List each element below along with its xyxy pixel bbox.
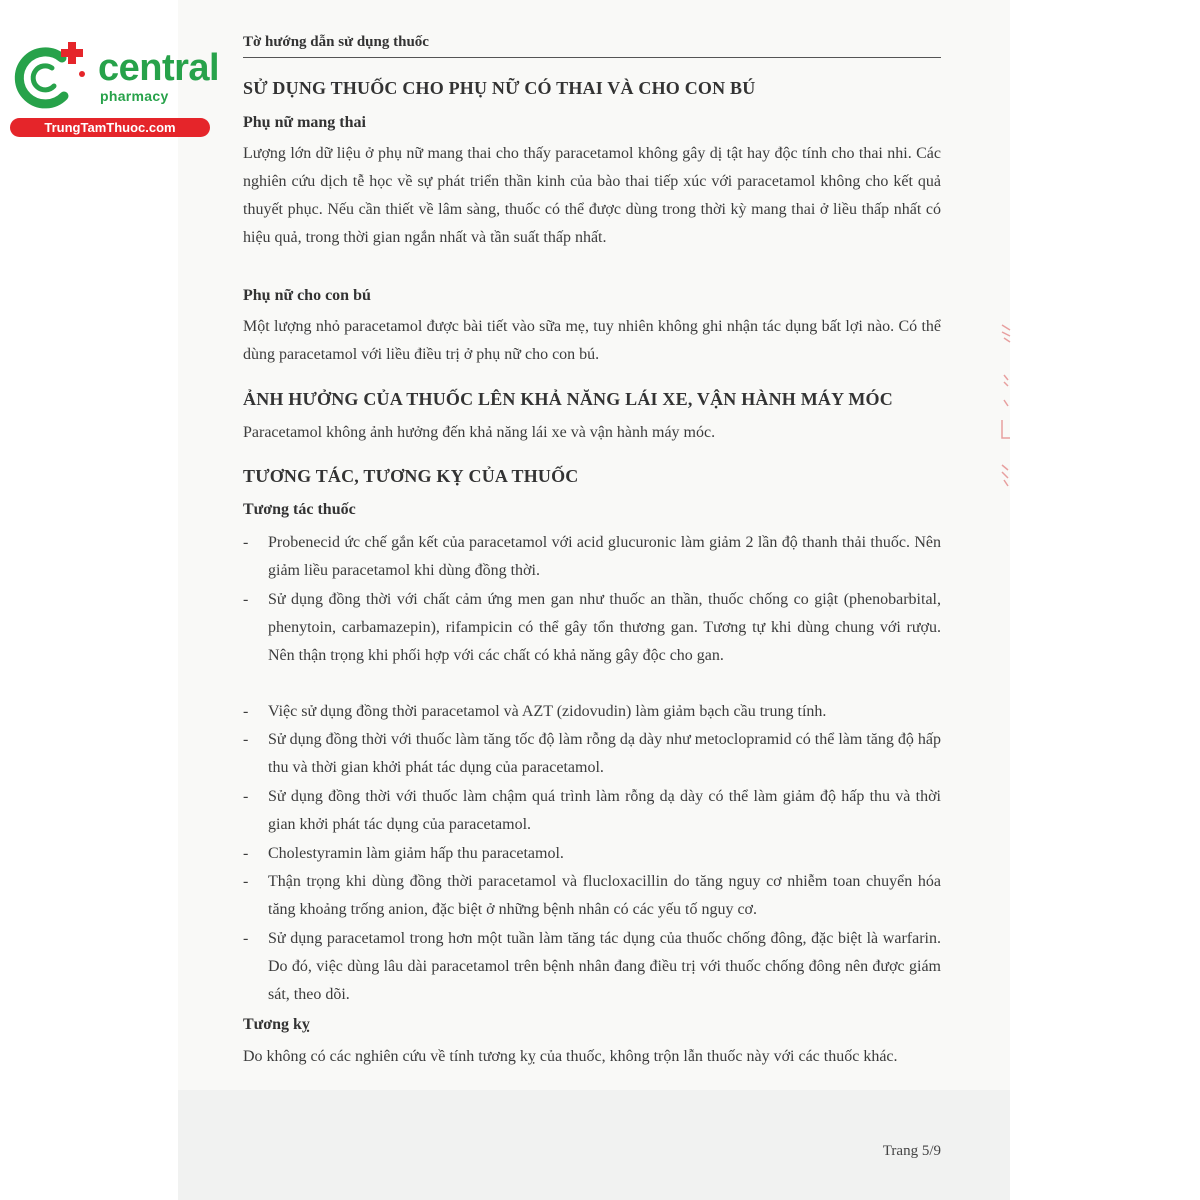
website-url[interactable]: TrungTamThuoc.com (10, 118, 210, 137)
document-header: Tờ hướng dẫn sử dụng thuốc (243, 34, 429, 50)
page-number: Trang 5/9 (882, 1143, 941, 1159)
list-item: - Cholestyramin làm giảm hấp thu paracetamol. (243, 840, 941, 868)
list-item-text: Sử dụng paracetamol trong hơn một tuần làm tăng tác dụng của thuốc chống đông, đặc biệt là warfarin. Do đó, việc dùng lâu dài paracetamol trên bệnh nhân đang điều trị với thuốc chống đông nên được giám sát, theo dõi. (268, 930, 941, 1003)
list-item: - Probenecid ức chế gắn kết của paracetamol với acid glucuronic làm giảm 2 lần độ thanh thải thuốc. Nên giảm liều paracetamol khi dùng đồng thời. (243, 529, 941, 585)
paragraph-breastfeeding: Một lượng nhỏ paracetamol được bài tiết vào sữa mẹ, tuy nhiên không ghi nhận tác dụng bất lợi nào. Có thể dùng paracetamol với liều điều trị ở phụ nữ cho con bú. (243, 318, 941, 363)
paragraph-incompatibilities: Do không có các nghiên cứu về tính tương kỵ của thuốc, không trộn lẫn thuốc này với các thuốc khác. (243, 1048, 898, 1065)
paragraph-driving: Paracetamol không ảnh hưởng đến khả năng lái xe và vận hành máy móc. (243, 424, 716, 441)
list-item: - Sử dụng paracetamol trong hơn một tuần làm tăng tác dụng của thuốc chống đông, đặc biệt là warfarin. Do đó, việc dùng lâu dài paracetamol trên bệnh nhân đang điều trị với thuốc chống đông nên được giám sát, theo dõi. (243, 925, 941, 1009)
list-item: - Sử dụng đồng thời với thuốc làm tăng tốc độ làm rỗng dạ dày như metoclopramid có thể làm tăng độ hấp thu và thời gian khởi phát tác dụng của paracetamol. (243, 726, 941, 782)
paragraph-pregnant: Lượng lớn dữ liệu ở phụ nữ mang thai cho thấy paracetamol không gây dị tật hay độc tính cho thai nhi. Các nghiên cứu dịch tễ học về sự phát triển thần kinh của bào thai tiếp xúc với paracetamol không cho kết quả thuyết phục. Nếu cần thiết về lâm sàng, thuốc có thể được dùng trong thời kỳ mang thai ở liều thấp nhất có hiệu quả, trong thời gian ngắn nhất và tần suất thấp nhất. (243, 145, 941, 246)
brand-tagline: pharmacy (100, 88, 169, 104)
list-item-text: Thận trọng khi dùng đồng thời paracetamol và flucloxacillin do tăng nguy cơ nhiễm toan chuyển hóa tăng khoảng trống anion, đặc biệt ở những bệnh nhân có các yếu tố nguy cơ. (268, 873, 941, 918)
section-title-pregnancy: SỬ DỤNG THUỐC CHO PHỤ NỮ CÓ THAI VÀ CHO CON BÚ (243, 78, 756, 98)
list-item-text: Probenecid ức chế gắn kết của paracetamol với acid glucuronic làm giảm 2 lần độ thanh thải thuốc. Nên giảm liều paracetamol khi dùng đồng thời. (268, 534, 941, 579)
central-pharmacy-logo[interactable] (10, 38, 220, 138)
subheading-pregnant: Phụ nữ mang thai (243, 114, 366, 131)
list-item-text: Sử dụng đồng thời với thuốc làm tăng tốc độ làm rỗng dạ dày như metoclopramid có thể làm tăng độ hấp thu và thời gian khởi phát tác dụng của paracetamol. (268, 731, 941, 776)
list-item-text: Việc sử dụng đồng thời paracetamol và AZT (zidovudin) làm giảm bạch cầu trung tính. (268, 703, 827, 720)
subheading-incompatibilities: Tương kỵ (243, 1016, 310, 1033)
list-item-text: Cholestyramin làm giảm hấp thu paracetamol. (268, 845, 564, 862)
section-title-driving: ẢNH HƯỞNG CỦA THUỐC LÊN KHẢ NĂNG LÁI XE, VẬN HÀNH MÁY MÓC (243, 389, 893, 409)
subheading-breastfeeding: Phụ nữ cho con bú (243, 287, 371, 304)
stamp-mark-icon (996, 320, 1016, 500)
list-item: - Sử dụng đồng thời với chất cảm ứng men gan như thuốc an thần, thuốc chống co giật (phenobarbital, phenytoin, carbamazepin), rifampicin có thể gây tổn thương gan. Tương tự khi dùng chung với rượu. Nên thận trọng khi phối hợp với các chất có khả năng gây độc cho gan. (243, 586, 941, 670)
list-item: - Sử dụng đồng thời với thuốc làm chậm quá trình làm rỗng dạ dày có thể làm giảm độ hấp thu và thời gian khởi phát tác dụng của paracetamol. (243, 783, 941, 839)
list-item: - Việc sử dụng đồng thời paracetamol và AZT (zidovudin) làm giảm bạch cầu trung tính. (243, 698, 941, 726)
subheading-drug-interactions: Tương tác thuốc (243, 501, 356, 518)
list-item-text: Sử dụng đồng thời với chất cảm ứng men gan như thuốc an thần, thuốc chống co giật (phenobarbital, phenytoin, carbamazepin), rifampicin có thể gây tổn thương gan. Tương tự khi dùng chung với rượu. Nên thận trọng khi phối hợp với các chất có khả năng gây độc cho gan. (268, 591, 941, 664)
brand-name: central (98, 47, 220, 89)
list-item: - Thận trọng khi dùng đồng thời paracetamol và flucloxacillin do tăng nguy cơ nhiễm toan chuyển hóa tăng khoảng trống anion, đặc biệt ở những bệnh nhân có các yếu tố nguy cơ. (243, 868, 941, 924)
pharmacy-cross-logo-icon (10, 38, 90, 113)
header-divider (243, 57, 941, 58)
section-title-interactions: TƯƠNG TÁC, TƯƠNG KỴ CỦA THUỐC (243, 466, 579, 486)
list-item-text: Sử dụng đồng thời với thuốc làm chậm quá trình làm rỗng dạ dày có thể làm giảm độ hấp thu và thời gian khởi phát tác dụng của paracetamol. (268, 788, 941, 833)
